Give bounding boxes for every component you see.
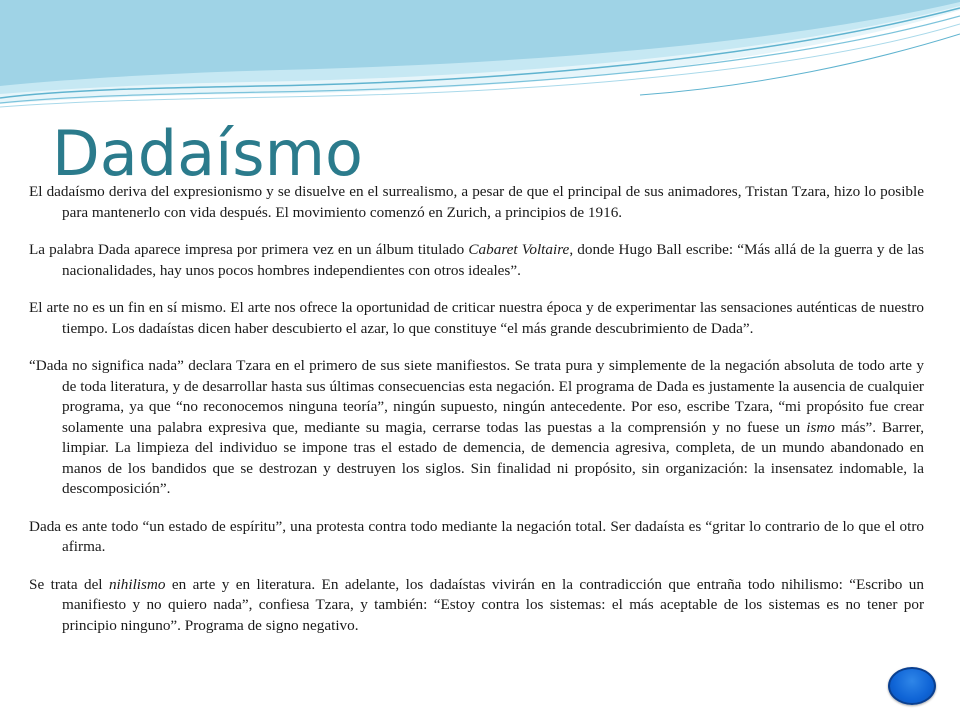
slide-title: Dadaísmo [52,117,363,190]
paragraph [29,575,924,637]
text-run: Se trata del [29,575,109,593]
paragraph [29,517,924,558]
italic-term: ismo [806,418,835,436]
action-button[interactable] [888,667,936,705]
text-run: más”. Barrer, limpiar. La limpieza del individuo se impone tras el estado de demencia, de demencia agresiva, completa, de un mundo abandonado en manos de los bandidos que se destrozan y destruyen los siglos. Sin finalidad ni propósito, sin organización: la insensatez indomable, la descomposición”. [62,418,925,497]
text-run: Dada es ante todo “un estado de espíritu”, una protesta contra todo mediante la negación total. Ser dadaísta es “gritar lo contrario de lo que el otro afirma. [29,517,924,555]
italic-term: nihilismo [108,575,166,593]
text-run: El dadaísmo deriva del expresionismo y se disuelve en el surrealismo, a pesar de que el principal de sus animadores, Tristan Tzara, hizo lo posible para mantenerlo con vida después. El movimiento comenzó en Zurich, a principios de 1916. [29,183,924,221]
paragraph [29,240,924,281]
text-run: , donde Hugo Ball escribe: “Más allá de la guerra y de las nacionalidades, hay unos pocos hombres independientes con otros ideales”. [62,241,924,279]
paragraph [29,356,924,500]
slide-body [29,182,924,653]
text-run: El arte no es un fin en sí mismo. El arte nos ofrece la oportunidad de criticar nuestra época y de experimentar las sensaciones auténticas de nuestro tiempo. Los dadaístas dicen haber descubierto el azar, lo que constituye “el más grande descubrimiento de Dada”. [29,299,924,337]
italic-term: Cabaret Voltaire [468,241,570,258]
paragraph [29,298,924,339]
paragraph [29,182,924,223]
text-run: La palabra Dada aparece impresa por primera vez en un álbum titulado [29,241,469,258]
text-run: en arte y en literatura. En adelante, los dadaístas vivirán en la contradicción que entraña todo nihilismo: “Escribo un manifiesto y no quiero nada”, confiesa Tzara, y también: “Estoy contra los sistemas: el más aceptable de los sistemas es no tener por principio ninguno”. Programa de signo negativo. [62,575,924,634]
wave-decoration [0,0,960,130]
text-run: “Dada no significa nada” declara Tzara en el primero de sus siete manifiestos. Se trata pura y simplemente de la negación absoluta de todo arte y de toda literatura, y de desarrollar hasta sus últimas consecuencias esta negación. El programa de Dada es justamente la ausencia de cualquier programa, ya que “no reconocemos ninguna teoría”, ningún supuesto, ningún antecedente. Por eso, escribe Tzara, “mi propósito fue crear solamente una palabra expresiva que, mediante su magia, cerrarse todas las puestas a la comprensión y no fuese un [29,357,924,436]
